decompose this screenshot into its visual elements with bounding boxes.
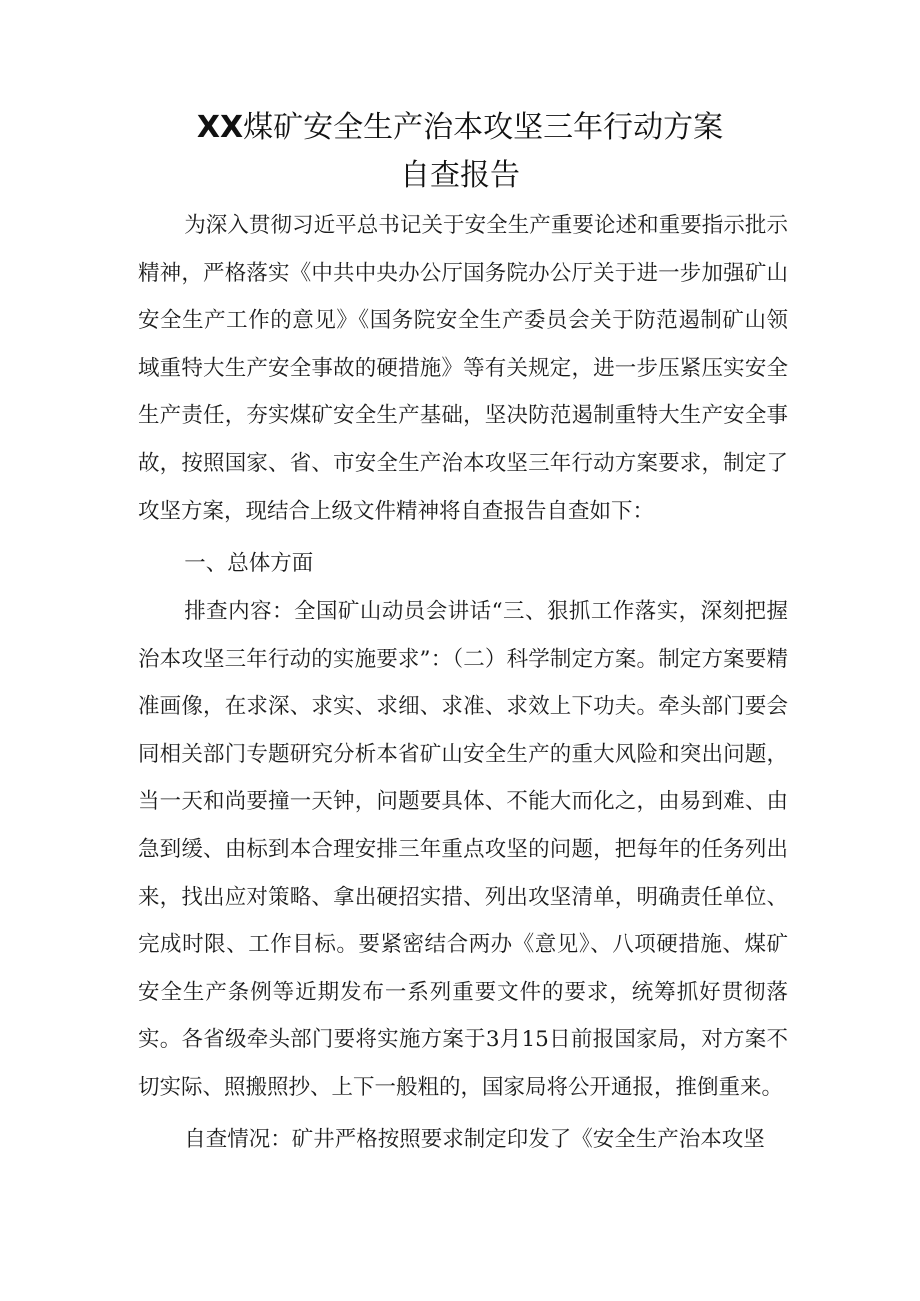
body-section-inspection (138, 588, 788, 1112)
section-heading-overall: 一、总体方面 (184, 551, 314, 576)
document-title (0, 108, 920, 148)
body-section-self-check (138, 1116, 788, 1164)
title-prefix: XX (196, 110, 244, 145)
body-section-intro (138, 202, 788, 535)
document-subtitle: 自查报告 (400, 158, 520, 193)
paragraph-inspection-content: 排查内容：全国矿山动员会讲话“三、狠抓工作落实，深刻把握治本攻坚三年行动的实施要求”：（二）科学制定方案。制定方案要精准画像，在求深、求实、求细、求准、求效上下功夫。牵头部门要会同相关部门专题研究分析本省矿山安全生产的重大风险和突出问题，当一天和尚要撞一天钟，问题要具体、不能大而化之，由易到难、由急到缓、由标到本合理安排三年重点攻坚的问题，把每年的任务列出来，找出应对策略、拿出硬招实措、列出攻坚清单，明确责任单位、完成时限、工作目标。要紧密结合两办《意见》、八项硬措施、煤矿安全生产条例等近期发布一系列重要文件的要求，统筹抓好贯彻落实。各省级牵头部门要将实施方案于3月15日前报国家局，对方案不切实际、照搬照抄、上下一般粗的，国家局将公开通报，推倒重来。 (138, 599, 788, 1100)
title-main: 煤矿安全生产治本攻坚三年行动方案 (243, 110, 724, 145)
body-section-heading (138, 540, 788, 588)
paragraph-self-check: 自查情况：矿井严格按照要求制定印发了《安全生产治本攻坚 (184, 1127, 765, 1152)
paragraph-intro: 为深入贯彻习近平总书记关于安全生产重要论述和重要指示批示精神，严格落实《中共中央办公厅国务院办公厅关于进一步加强矿山安全生产工作的意见》《国务院安全生产委员会关于防范遏制矿山领域重特大生产安全事故的硬措施》等有关规定，进一步压紧压实安全生产责任，夯实煤矿安全生产基础，坚决防范遏制重特大生产安全事故，按照国家、省、市安全生产治本攻坚三年行动方案要求，制定了攻坚方案，现结合上级文件精神将自查报告自查如下： (138, 213, 788, 524)
